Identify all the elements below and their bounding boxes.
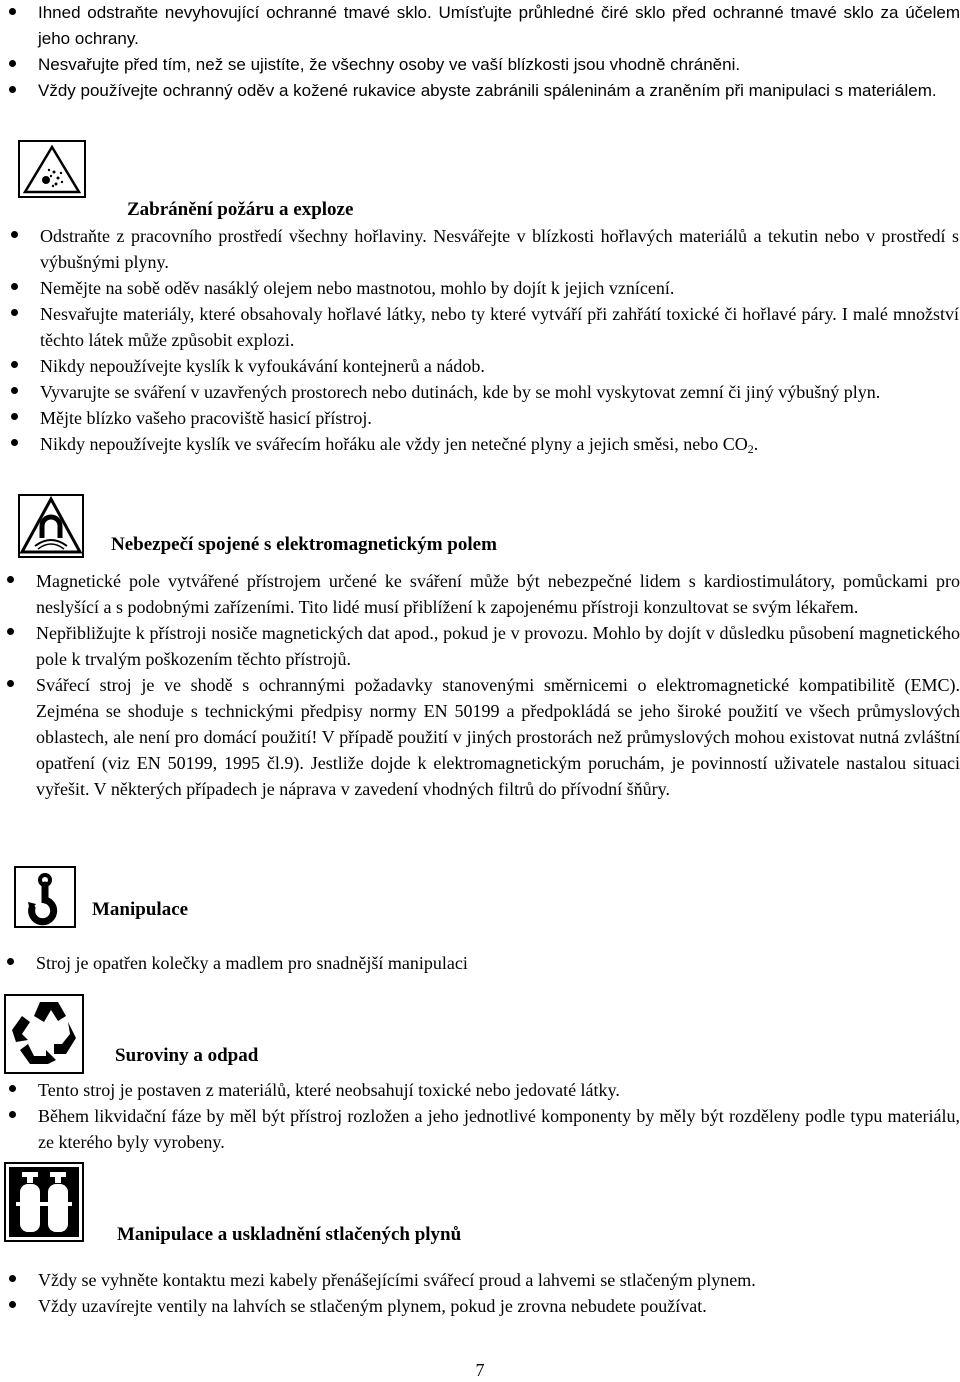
list-item: Vyvarujte se sváření v uzavřených prostorech nebo dutinách, kde by se mohl vyskytovat zemní či jiný výbušný plyn. bbox=[40, 379, 959, 405]
fire-section-title: Zabránění požáru a exploze bbox=[127, 199, 354, 220]
list-item: Odstraňte z pracovního prostředí všechny hořlaviny. Nesvářejte v blízkosti hořlavých materiálů a tekutin nebo v prostředí s výbušnými plyny. bbox=[40, 223, 959, 275]
list-item: Během likvidační fáze by měl být přístroj rozložen a jeho jednotlivé komponenty by měly být rozděleny podle typu materiálu, ze kterého byly vyrobeny. bbox=[38, 1103, 960, 1155]
list-item: Vždy uzavírejte ventily na lahvích se stlačeným plynem, pokud je zrovna nebudete používat. bbox=[38, 1293, 960, 1319]
list-item: Vždy se vyhněte kontaktu mezi kabely přenášejícími svářecí proud a lahvemi se stlačeným plynem. bbox=[38, 1267, 960, 1293]
waste-section-title: Suroviny a odpad bbox=[115, 1045, 259, 1066]
list-item: Magnetické pole vytvářené přístrojem určené ke sváření může být nebezpečné lidem s kardiostimulátory, pomůckami pro neslyšící a s podobnými zařízeními. Tito lidé musí přiblížení k zapojenému přístroji konzultovat se svým lékařem. bbox=[36, 568, 960, 620]
em-list bbox=[36, 568, 960, 802]
co2-end: . bbox=[753, 434, 759, 454]
fire-list bbox=[40, 223, 959, 457]
list-item: Nemějte na sobě oděv nasáklý olejem nebo mastnotou, mohlo by dojít k jejich vznícení. bbox=[40, 275, 959, 301]
list-item bbox=[40, 431, 959, 457]
co2-text: Nikdy nepoužívejte kyslík ve svářecím hořáku ale vždy jen netečné plyny a jejich směsi, nebo CO bbox=[40, 434, 748, 454]
list-item: Stroj je opatřen kolečky a madlem pro snadnější manipulaci bbox=[36, 950, 960, 976]
gas-section-title: Manipulace a uskladnění stlačených plynů bbox=[117, 1224, 462, 1245]
co2-subscript: 2 bbox=[747, 442, 754, 456]
recycle-icon bbox=[4, 994, 84, 1074]
lifting-hook-icon bbox=[14, 866, 76, 928]
list-item: Mějte blízko vašeho pracoviště hasicí přístroj. bbox=[40, 405, 959, 431]
list-item: Ihned odstraňte nevyhovující ochranné tmavé sklo. Umísťujte průhledné čiré sklo před ochranné tmavé sklo za účelem jeho ochrany. bbox=[38, 0, 960, 52]
protection-list bbox=[38, 0, 960, 104]
gas-cylinders-icon bbox=[4, 1162, 84, 1242]
explosion-warning-icon bbox=[18, 140, 86, 198]
waste-list bbox=[38, 1077, 960, 1155]
em-section-title: Nebezpečí spojené s elektromagnetickým polem bbox=[111, 534, 497, 555]
list-item: Nesvařujte před tím, než se ujistíte, že všechny osoby ve vaší blízkosti jsou vhodně chráněni. bbox=[38, 52, 960, 78]
gas-list bbox=[38, 1267, 960, 1319]
magnetic-field-warning-icon bbox=[18, 494, 84, 558]
handling-list bbox=[36, 950, 960, 976]
page-number: 7 bbox=[475, 1360, 485, 1380]
handling-section-title: Manipulace bbox=[92, 899, 189, 920]
list-item: Svářecí stroj je ve shodě s ochrannými požadavky stanovenými směrnicemi o elektromagnetické kompatibilitě (EMC). Zejména se shoduje s technickými předpisy normy EN 50199 a předpokládá se jeho široké použití ve všech průmyslových oblastech, ale není pro domácí použití! V případě použití v jiných prostorách než průmyslových mohou existovat nutná zvláštní opatření (viz EN 50199, 1995 čl.9). Jestliže dojde k elektromagnetickým poruchám, je povinností uživatele nastalou situaci vyřešit. V některých případech je náprava v zavedení vhodných filtrů do přívodní šňůry. bbox=[36, 672, 960, 802]
list-item: Nikdy nepoužívejte kyslík k vyfoukávání kontejnerů a nádob. bbox=[40, 353, 959, 379]
list-item: Nesvařujte materiály, které obsahovaly hořlavé látky, nebo ty které vytváří při zahřátí toxické či hořlavé páry. I malé množství těchto látek může způsobit explozi. bbox=[40, 301, 959, 353]
list-item: Tento stroj je postaven z materiálů, které neobsahují toxické nebo jedovaté látky. bbox=[38, 1077, 960, 1103]
list-item: Nepřibližujte k přístroji nosiče magnetických dat apod., pokud je v provozu. Mohlo by dojít v důsledku působení magnetického pole k trvalým poškozením těchto přístrojů. bbox=[36, 620, 960, 672]
list-item: Vždy používejte ochranný oděv a kožené rukavice abyste zabránili spáleninám a zraněním při manipulaci s materiálem. bbox=[38, 78, 960, 104]
